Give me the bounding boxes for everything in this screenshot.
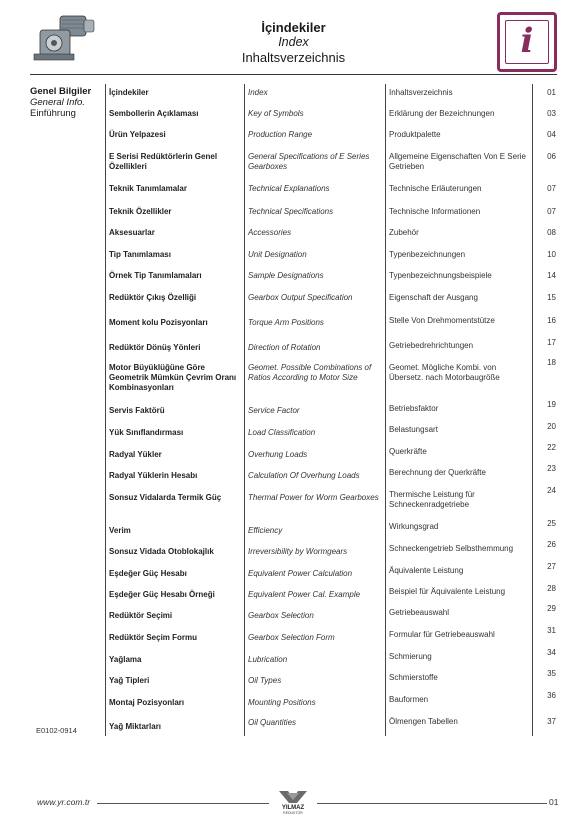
toc-title-tr: Yük Sınıflandırması xyxy=(109,428,184,437)
toc-title-tr: Sembollerin Açıklaması xyxy=(109,109,199,118)
toc-title-tr: Montaj Pozisyonları xyxy=(109,698,185,707)
toc-title-tr: Redüktör Çıkış Özelliği xyxy=(109,293,197,302)
toc-title-en: Unit Designation xyxy=(248,250,307,259)
toc-title-en: Production Range xyxy=(248,130,313,139)
toc-title-en: Efficiency xyxy=(248,526,283,535)
toc-page-number: 23 xyxy=(547,464,556,473)
column-divider xyxy=(244,84,245,736)
toc-title-tr: Redüktör Seçimi xyxy=(109,611,173,620)
toc-title-en: Lubrication xyxy=(248,655,288,664)
toc-title-tr: Redüktör Seçim Formu xyxy=(109,633,198,642)
toc-title-de: Betriebsfaktor xyxy=(389,404,439,413)
logo-subtext: REDÜKTÖR xyxy=(283,811,303,815)
toc-title-tr: Eşdeğer Güç Hesabı xyxy=(109,569,187,578)
toc-title-de: Zubehör xyxy=(389,228,419,237)
toc-title-de: Schneckengetrieb Selbsthemmung xyxy=(389,544,514,553)
toc-title-en: Gearbox Selection Form xyxy=(248,633,335,642)
toc-page-number: 03 xyxy=(547,109,556,118)
toc-title-en: Overhung Loads xyxy=(248,450,308,459)
toc-title-en: Index xyxy=(248,88,268,97)
toc-title-de: Getriebedrehrichtungen xyxy=(389,341,474,350)
toc-page-number: 04 xyxy=(547,130,556,139)
toc-title-tr: Teknik Özellikler xyxy=(109,207,172,216)
toc-page-number: 36 xyxy=(547,691,556,700)
toc-title-en: Mounting Positions xyxy=(248,698,316,707)
toc-page-number: 24 xyxy=(547,486,556,495)
toc-title-de: Querkräfte xyxy=(389,447,427,456)
toc-page-number: 07 xyxy=(547,207,556,216)
page-title-tr: İçindekiler xyxy=(261,20,326,35)
toc-title-tr: Radyal Yükler xyxy=(109,450,162,459)
toc-title-de: Wirkungsgrad xyxy=(389,522,439,531)
title-block xyxy=(30,20,557,66)
toc-title-de: Ölmengen Tabellen xyxy=(389,717,458,726)
toc-title-de: Typenbezeichnungen xyxy=(389,250,466,259)
footer-rule xyxy=(317,803,547,804)
toc-page-number: 25 xyxy=(547,519,556,528)
toc-title-tr: Teknik Tanımlamalar xyxy=(109,184,187,193)
toc-page-number: 27 xyxy=(547,562,556,571)
toc-title-en: Service Factor xyxy=(248,406,300,415)
toc-title-tr: İçindekiler xyxy=(109,88,149,97)
info-icon xyxy=(497,12,557,72)
toc-title-de: Inhaltsverzeichnis xyxy=(389,88,453,97)
toc-title-tr: Örnek Tip Tanımlamaları xyxy=(109,271,202,280)
toc-title-tr: Servis Faktörü xyxy=(109,406,165,415)
toc-title-de: Formular für Getriebeauswahl xyxy=(389,630,495,639)
toc-title-en: Calculation Of Overhung Loads xyxy=(248,471,360,480)
toc-title-en: Gearbox Selection xyxy=(248,611,314,620)
toc-page-number: 35 xyxy=(547,669,556,678)
toc-title-en: Oil Types xyxy=(248,676,282,685)
section-label-tr: Genel Bilgiler xyxy=(30,86,92,97)
toc-page-number: 31 xyxy=(547,626,556,635)
toc-title-tr: Moment kolu Pozisyonları xyxy=(109,318,208,327)
toc-title-en: Technical Specifications xyxy=(248,207,334,216)
toc-title-tr: Sonsuz Vidalarda Termik Güç xyxy=(109,493,222,502)
toc-title-de: Technische Informationen xyxy=(389,207,481,216)
column-divider xyxy=(385,84,386,736)
toc-page-number: 28 xyxy=(547,584,556,593)
toc-title-en: Key of Symbols xyxy=(248,109,304,118)
toc-title-tr: Sonsuz Vidada Otoblokajlık xyxy=(109,547,214,556)
toc-page-number: 08 xyxy=(547,228,556,237)
toc-title-de: Beispiel für Äquivalente Leistung xyxy=(389,587,506,596)
page-title-en: Index xyxy=(278,35,309,49)
toc-title-en: Equivalent Power Calculation xyxy=(248,569,353,578)
toc-title-de: Berechnung der Querkräfte xyxy=(389,468,486,477)
toc-page-number: 37 xyxy=(547,717,556,726)
section-label-en: General Info. xyxy=(30,97,85,108)
toc-title-en: Torque Arm Positions xyxy=(248,318,324,327)
column-divider xyxy=(105,84,106,736)
toc-page-number: 10 xyxy=(547,250,556,259)
toc-title-tr: Yağlama xyxy=(109,655,142,664)
toc-title-en: Oil Quantities xyxy=(248,718,297,727)
toc-title-de: Thermische Leistung für Schneckenradgetriebe xyxy=(389,490,475,509)
toc-title-de: Erklärung der Bezeichnungen xyxy=(389,109,495,118)
toc-title-de: Schmierstoffe xyxy=(389,673,438,682)
toc-page-number: 07 xyxy=(547,184,556,193)
toc-title-tr: Motor Büyüklüğüne Göre Geometrik Mümkün Çevrim Oranı Kombinasyonları xyxy=(109,363,237,392)
toc-page-number: 29 xyxy=(547,604,556,613)
yilmaz-logo xyxy=(275,789,311,815)
toc-page-number: 17 xyxy=(547,338,556,347)
page-title-de: Inhaltsverzeichnis xyxy=(241,50,346,65)
page-header xyxy=(30,12,557,75)
toc-title-tr: Aksesuarlar xyxy=(109,228,155,237)
toc-title-tr: Eşdeğer Güç Hesabı Örneği xyxy=(109,590,215,599)
toc-title-en: Sample Designations xyxy=(248,271,324,280)
toc-title-de: Technische Erläuterungen xyxy=(389,184,482,193)
toc-title-de: Produktpalette xyxy=(389,130,441,139)
section-label-de: Einführung xyxy=(30,108,76,119)
logo-text: YILMAZ xyxy=(281,805,305,811)
toc-title-en: Technical Explanations xyxy=(248,184,330,193)
toc-title-en: Irreversibility by Wormgears xyxy=(248,547,348,556)
section-label xyxy=(30,86,102,119)
toc-title-en: Accessories xyxy=(248,228,292,237)
info-glyph: i xyxy=(520,21,534,61)
footer-page-number: 01 xyxy=(549,797,559,807)
toc-page-number: 14 xyxy=(547,271,556,280)
info-icon-frame xyxy=(505,20,549,64)
toc-page-number: 06 xyxy=(547,152,556,161)
toc-page-number: 19 xyxy=(547,400,556,409)
toc-title-en: Direction of Rotation xyxy=(248,343,321,352)
toc-title-tr: Yağ Tipleri xyxy=(109,676,150,685)
toc-page-number: 34 xyxy=(547,648,556,657)
toc-title-de: Äquivalente Leistung xyxy=(389,566,464,575)
toc-page-number: 16 xyxy=(547,316,556,325)
toc-page-number: 18 xyxy=(547,358,556,367)
toc-title-de: Getriebeauswahl xyxy=(389,608,450,617)
toc-title-de: Allgemeine Eigenschaften Von E Serie Getrieben xyxy=(389,152,526,171)
toc-title-de: Geomet. Mögliche Kombi. von Übersetz. nach Motorbaugröße xyxy=(389,363,500,382)
toc-page-number: 20 xyxy=(547,422,556,431)
toc-title-en: General Specifications of E Series Gearboxes xyxy=(248,152,370,171)
toc-title-de: Schmierung xyxy=(389,652,432,661)
toc-title-tr: E Serisi Redüktörlerin Genel Özellikleri xyxy=(109,152,218,171)
toc-title-tr: Radyal Yüklerin Hesabı xyxy=(109,471,198,480)
toc-title-en: Equivalent Power Cal. Example xyxy=(248,590,361,599)
footer-rule xyxy=(97,803,269,804)
footer-url[interactable]: www.yr.com.tr xyxy=(37,797,91,807)
toc-title-en: Geomet. Possible Combinations of Ratios According to Motor Size xyxy=(248,363,372,382)
toc-title-de: Stelle Von Drehmomentstütze xyxy=(389,316,495,325)
toc-page-number: 26 xyxy=(547,540,556,549)
toc-title-tr: Verim xyxy=(109,526,131,535)
toc-title-de: Typenbezeichnungsbeispiele xyxy=(389,271,492,280)
toc-title-tr: Tip Tanımlaması xyxy=(109,250,171,259)
toc-title-de: Bauformen xyxy=(389,695,429,704)
document-code: E0102-0914 xyxy=(36,726,77,735)
toc-title-tr: Yağ Miktarları xyxy=(109,722,162,731)
toc-title-tr: Ürün Yelpazesi xyxy=(109,130,166,139)
column-divider xyxy=(532,84,533,736)
toc-title-de: Belastungsart xyxy=(389,425,438,434)
toc-page-number: 01 xyxy=(547,88,556,97)
toc-title-en: Thermal Power for Worm Gearboxes xyxy=(248,493,379,502)
toc-title-de: Eigenschaft der Ausgang xyxy=(389,293,478,302)
toc-page-number: 22 xyxy=(547,443,556,452)
toc-page-number: 15 xyxy=(547,293,556,302)
toc-title-en: Gearbox Output Specification xyxy=(248,293,353,302)
toc-title-en: Load Classification xyxy=(248,428,316,437)
toc-title-tr: Redüktör Dönüş Yönleri xyxy=(109,343,201,352)
